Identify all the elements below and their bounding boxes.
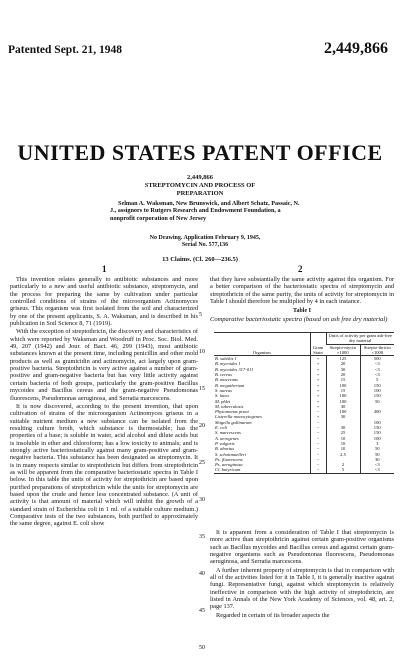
table-caption: [210, 308, 394, 324]
row-streptothricin: 50: [360, 399, 394, 404]
row-gram: −: [310, 452, 326, 457]
row-gram: −: [310, 420, 326, 425]
title-line-1: STREPTOMYCIN AND PROCESS OF: [144, 182, 256, 189]
row-organism: B. cereus: [215, 372, 232, 378]
row-streptothricin: 100: [360, 388, 394, 393]
column-number-2: 2: [298, 264, 303, 274]
row-streptothricin: 150: [360, 383, 394, 388]
row-streptomycin: 2: [326, 462, 360, 467]
row-organism: B. mycoides 317-011: [215, 366, 254, 372]
row-organism: B. abortus: [215, 446, 235, 452]
row-streptothricin: 30: [360, 457, 394, 462]
row-organism: S. lutea: [215, 393, 229, 399]
row-gram: +: [310, 388, 326, 393]
row-gram: −: [310, 467, 326, 473]
row-gram: −: [310, 430, 326, 435]
row-streptothricin: 3: [360, 441, 394, 446]
column-2-bottom: [210, 529, 394, 620]
col2-paragraph-3: Regarded in certain of its broader aspects the: [216, 611, 330, 619]
row-gram: −: [310, 409, 326, 414]
th-streptothricin: Strepto-thricin ×1000: [360, 344, 394, 356]
row-streptothricin: 50: [360, 452, 394, 457]
row-gram: +: [310, 377, 326, 382]
row-streptomycin: 30: [326, 425, 360, 430]
table-title: Comparative bacteriostatic spectra (based on ash free dry material): [210, 316, 388, 323]
row-streptothricin: <3: [360, 467, 394, 473]
row-streptomycin: 20: [326, 372, 360, 377]
row-organism: A. aerogenes: [215, 435, 239, 441]
drawing-line-2: Serial No. 577,136: [181, 242, 229, 249]
row-streptomycin: 15: [326, 388, 360, 393]
office-title: UNITED STATES PATENT OFFICE: [17, 140, 383, 165]
row-gram: +: [310, 399, 326, 404]
row-organism: B. subtilis 1: [215, 356, 237, 362]
col1-paragraph-2: With the exception of streptothricin, the discovery and characteristics of which were reported by Waksman and Woodruff in Proc. Soc. Biol. Med. 49, 207 (1942) and Jour. of Bact. 46, 299 (1943), most antibiotic substances known at the present time, including penicillin and other mold products as well as gramicidin and actinomycin, act largely upon gram-positive bacteria. Streptothricin is very active against a number of gram-positive and gram-negative bacteria but has very little activity against certain bacteria of both groups, particularly the gram-positive Bacillus mycoides and Bacillus cereus and the gram-negative Pseudomonas fluorescens, Pseudomonas aeruginosa, and Serratia marcescens.: [10, 328, 198, 402]
row-organism: B. mycoides 1: [215, 361, 241, 367]
row-gram: −: [310, 462, 326, 467]
row-streptomycin: 10: [326, 446, 360, 451]
row-streptomycin: 100: [326, 399, 360, 404]
row-streptothricin: 150: [360, 425, 394, 430]
col2-paragraph-top: that they have substantially the same activity against this organism. For a better comparison of the bacteriostatic spectra of streptomycin and streptothricin of the same purity, the units of activity for streptomycin in Table I should therefore be multiplied by 4 in each instance.: [210, 276, 394, 306]
th-streptomycin: Strepto-mycin ×1000: [326, 344, 360, 356]
row-organism: B. macerans: [215, 377, 238, 383]
patent-number: 2,449,866: [187, 174, 213, 181]
th-units: Units of activity per gram ash-free dry material: [326, 333, 394, 345]
row-streptomycin: 30: [326, 367, 360, 372]
row-gram: +: [310, 367, 326, 372]
row-organism: Phytomonas pruni: [215, 409, 249, 415]
title-line-2: PREPARATION: [176, 190, 224, 197]
row-streptomycin: 100: [326, 409, 360, 414]
table-label: Table I: [293, 308, 311, 314]
col1-paragraph-1: This invention relates generally to antibiotic substances and more particularly to a new and useful antibiotic substance, streptomycin, and the process for preparing the same by cultivation under particular controlled conditions of strains of the microorganism Actinomyces griseus. This organism was first isolated from the soil and characterized by one of the present applicants, S. A. Waksman, and is described in his publication in Soil Science 8, 71 (1919).: [10, 276, 198, 328]
col2-paragraph-1: It is apparent from a consideration of Table I that streptomycin is more active than streptothricin against certain gram-positive organisms such as Bacillus mycoides and Bacillus cereus and against certain gram-negative organisms such as Pseudomonas fluorescens, Pseudomonas aeruginosa, and Serratia marcescens.: [210, 529, 394, 566]
row-streptothricin: 500: [360, 356, 394, 362]
row-streptothricin: 400: [360, 409, 394, 414]
row-streptothricin: <3: [360, 372, 394, 377]
th-gram: Gram Stain: [310, 333, 326, 356]
row-streptomycin: 15: [326, 377, 360, 382]
row-streptothricin: 50: [360, 446, 394, 451]
row-gram: −: [310, 436, 326, 441]
row-streptomycin: 30: [326, 404, 360, 409]
line-number: 50: [199, 645, 205, 651]
line-number: 20: [199, 423, 205, 429]
row-organism: Cl. butyricum: [215, 467, 241, 473]
row-gram: +: [310, 393, 326, 398]
line-number: 5: [199, 312, 202, 318]
row-organism: S. schottmuelleri: [215, 451, 246, 457]
row-streptomycin: 10: [326, 441, 360, 446]
row-streptomycin: 5: [326, 467, 360, 473]
inventors: Selman A. Waksman, New Brunswick, and Albert Schatz, Passaic, N. J., assignors to Rutgers Research and Endowment Foundation, a nonprofit corporation of New Jersey: [110, 200, 300, 222]
line-number: 35: [199, 534, 205, 540]
row-organism: Ps. fluorescens: [215, 456, 243, 462]
row-streptothricin: <3: [360, 462, 394, 467]
line-number: 15: [199, 386, 205, 392]
column-1: [10, 276, 198, 529]
row-streptomycin: 25: [326, 430, 360, 435]
row-gram: −: [310, 441, 326, 446]
row-organism: M. tuberculosis: [215, 403, 244, 409]
line-number: 25: [199, 460, 205, 466]
column-2-top: [210, 276, 394, 306]
row-gram: +: [310, 356, 326, 362]
row-streptothricin: <3: [360, 361, 394, 366]
patent-header: [8, 40, 388, 62]
row-organism: B. megatherium: [215, 382, 245, 388]
row-organism: S. marcescens: [215, 430, 241, 436]
row-gram: +: [310, 372, 326, 377]
row-gram: −: [310, 446, 326, 451]
patent-number-large: 2,449,866: [324, 40, 388, 57]
row-streptothricin: 5: [360, 377, 394, 382]
row-organism: S. aureus: [215, 387, 232, 393]
row-organism: Listerella monocytogenes: [215, 414, 262, 420]
row-streptomycin: 2.5: [326, 452, 360, 457]
table-row: [214, 467, 394, 473]
line-number: 40: [199, 571, 205, 577]
row-gram: +: [310, 414, 326, 419]
row-organism: M. phlei: [215, 398, 231, 404]
row-streptomycin: 30: [326, 414, 360, 419]
row-streptothricin: 100: [360, 436, 394, 441]
row-organism: Ps. aeruginosa: [215, 462, 243, 468]
row-streptothricin: <3: [360, 367, 394, 372]
row-streptothricin: 150: [360, 393, 394, 398]
th-organism: Organism: [214, 333, 310, 356]
row-organism: P. vulgaris: [215, 440, 235, 446]
row-streptothricin: 100: [360, 420, 394, 425]
row-streptomycin: 100: [326, 393, 360, 398]
claims-line: 13 Claims. (Cl. 260—236.5): [162, 256, 238, 263]
row-streptomycin: 10: [326, 436, 360, 441]
row-organism: Shigella gallinarum: [215, 419, 252, 425]
row-streptomycin: 20: [326, 361, 360, 366]
row-organism: E. coli: [215, 425, 227, 431]
row-streptomycin: 100: [326, 383, 360, 388]
row-streptomycin: 125: [326, 356, 360, 362]
row-gram: +: [310, 383, 326, 388]
row-gram: +: [310, 361, 326, 366]
column-number-1: 1: [102, 264, 107, 274]
line-number: 45: [199, 608, 205, 614]
row-gram: −: [310, 457, 326, 462]
patent-title: [20, 182, 380, 198]
application-info: [110, 235, 300, 250]
bacteriostatic-table: [214, 332, 394, 474]
col2-paragraph-2: A further inherent property of streptomycin is that in comparison with all of the activities listed for it in Table I, it is generally inactive against fungi. Representative fungi, against which streptomycin is relatively ineffective in comparison with the high activity of streptothricin, are listed in Annals of the New York Academy of Sciences, vol. 48, art. 2, page 137.: [210, 566, 394, 611]
row-streptothricin: 150: [360, 430, 394, 435]
patent-date: Patented Sept. 21, 1948: [8, 44, 123, 56]
row-gram: +: [310, 404, 326, 409]
line-number: 10: [199, 349, 205, 355]
drawing-line-1: No Drawing. Application February 9, 1945,: [149, 235, 261, 241]
col1-paragraph-3: It is now discovered, according to the present invention, that upon cultivation of strains of the microorganism Actinomyces griseus in a suitable nutrient medium a new substance can be isolated from the resulting culture broth, which substance is thermostable; has the properties of a base; is soluble in water, acid alcohol and dilute acids but is insoluble in ether and chloroform; has a low toxicity to animals; and is strongly active bacteriostatically against many gram-positive and gram-negative bacteria. This substance has been designated as streptomycin. It is in many respects similar to streptothricin but differs from streptothricin as will be apparent from the comparative bacteriostatic spectra in Table I below. In this table the units of activity for streptothricin are based upon purified preparations of streptothricin while the units for streptomycin are based upon the crude and hence less concentrated substance. (A unit of activity is that amount of material which will inhibit the growth of a standard strain of Escherichia coli in 1 ml. of a suitable culture medium.) Comparative tests of the two substances, both purified to approximately the same degree, against E. coli show: [10, 402, 198, 528]
row-gram: −: [310, 425, 326, 430]
line-number: 30: [199, 497, 205, 503]
